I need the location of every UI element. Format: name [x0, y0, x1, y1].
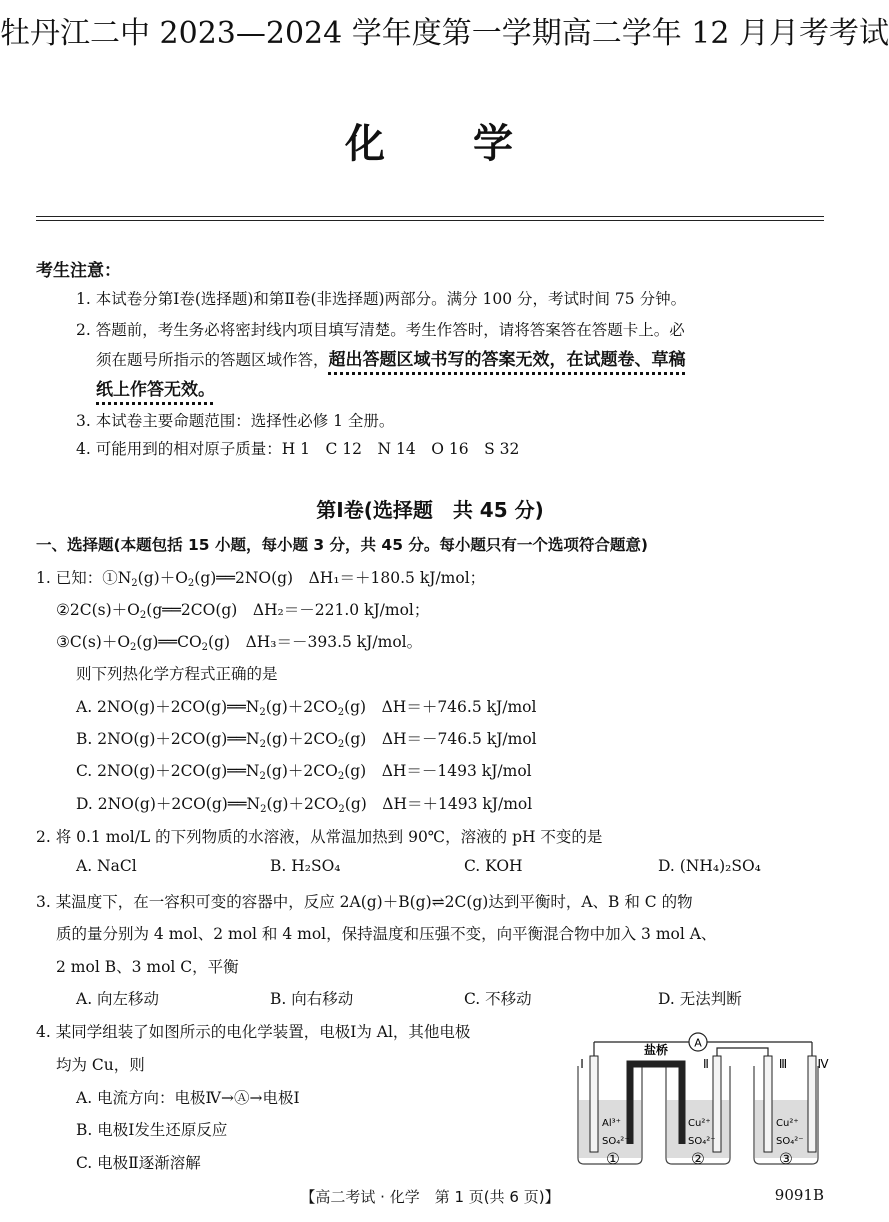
q1-option-b-label: B.: [76, 730, 93, 748]
notice-item-2b-plain: 须在题号所指示的答题区域作答，: [96, 351, 329, 369]
electrochem-apparatus-figure: [572, 1018, 829, 1170]
beaker-3-ion-1: Cu²⁺: [776, 1118, 799, 1129]
beaker-2-number: ②: [691, 1150, 705, 1168]
q1-option-c: C. $2NO(g)+2CO(g)══N_2(g)+2CO_2(g)$ ΔH＝－1493 kJ/mol: [76, 762, 532, 782]
q1-option-a-label: A.: [76, 698, 93, 716]
q3-option-a: A. 向左移动: [76, 990, 160, 1008]
electrode-1: [590, 1056, 598, 1152]
page-footer: 【高二考试 · 化学 第 1 页(共 6 页)】: [300, 1188, 560, 1206]
beaker-1-ion-1: Al³⁺: [602, 1118, 621, 1129]
q1-eq1-number: ①: [102, 569, 118, 587]
q1-dh2: ΔH₂＝－221.0 kJ/mol；: [252, 601, 430, 619]
ammeter-label: A: [694, 1036, 702, 1050]
q1-dh1: ΔH₁＝＋180.5 kJ/mol；: [308, 569, 486, 587]
beaker-3-number: ③: [779, 1150, 793, 1168]
q1-option-c-dh: ΔH＝－1493 kJ/mol: [381, 762, 532, 780]
subject-title: [0, 112, 860, 169]
q3-option-d: D. 无法判断: [658, 990, 742, 1008]
q4-option-c: C. 电极Ⅱ逐渐溶解: [76, 1154, 201, 1172]
beaker-3-ion-2: SO₄²⁻: [776, 1136, 804, 1147]
q3-stem-2: 质的量分别为 4 mol、2 mol 和 4 mol，保持温度和压强不变，向平衡混合物中加入 3 mol A、: [56, 925, 717, 943]
q1-option-d-dh: ΔH＝＋1493 kJ/mol: [382, 795, 533, 813]
beaker-2-ion-1: Cu²⁺: [688, 1118, 711, 1129]
electrode-1-label: Ⅰ: [580, 1057, 584, 1071]
subject-char-1: 化: [345, 120, 387, 167]
q1-eq1: 1. 已知：$①N_2(g)+O_2(g)══2NO(g)$ ΔH₁＝＋180.5 kJ/mol；: [36, 569, 486, 589]
part-heading: 一、选择题(本题包括 15 小题，每小题 3 分，共 45 分。每小题只有一个选项符合题意): [36, 536, 648, 554]
notice-item-3: 3. 本试卷主要命题范围：选择性必修 1 全册。: [76, 412, 395, 430]
q1-option-a-dh: ΔH＝＋746.5 kJ/mol: [381, 698, 537, 716]
q1-question: 则下列热化学方程式正确的是: [76, 665, 278, 683]
q2-option-d: D. (NH₄)₂SO₄: [658, 857, 761, 875]
q4-stem-1: 4. 某同学组装了如图所示的电化学装置，电极Ⅰ为 Al，其他电极: [36, 1023, 471, 1041]
beaker-1-number: ①: [606, 1150, 620, 1168]
notice-item-1: 1. 本试卷分第Ⅰ卷(选择题)和第Ⅱ卷(非选择题)两部分。满分 100 分，考试时间 75 分钟。: [76, 290, 687, 308]
q3-option-c: C. 不移动: [464, 990, 532, 1008]
q3-option-b: B. 向右移动: [270, 990, 354, 1008]
q1-option-a: A. $2NO(g)+2CO(g)══N_2(g)+2CO_2(g)$ ΔH＝＋746.5 kJ/mol: [76, 698, 537, 718]
exam-title: 牡丹江二中 2023—2024 学年度第一学期高二学年 12 月月考考试: [0, 16, 889, 51]
beaker-2-ion-2: SO₄²⁻: [688, 1136, 716, 1147]
q1-eq3: $③C(s)+O_2(g)══CO_2(g)$ ΔH₃＝－393.5 kJ/mol。: [56, 633, 423, 653]
q1-dh3: ΔH₃＝－393.5 kJ/mol。: [245, 633, 423, 651]
q1-stem-prefix: 1. 已知：: [36, 569, 103, 587]
header-rule-top: [36, 216, 824, 217]
q2-option-c: C. KOH: [464, 857, 523, 875]
salt-bridge-label: 盐桥: [643, 1043, 669, 1057]
q1-option-b: B. $2NO(g)+2CO(g)══N_2(g)+2CO_2(g)$ ΔH＝－746.5 kJ/mol: [76, 730, 537, 750]
electrode-2-label: Ⅱ: [703, 1057, 709, 1071]
section-heading: 第Ⅰ卷(选择题 共 45 分): [316, 498, 544, 522]
q1-option-b-dh: ΔH＝－746.5 kJ/mol: [381, 730, 537, 748]
q2-option-b: B. H₂SO₄: [270, 857, 341, 875]
notice-item-4: 4. 可能用到的相对原子质量：H 1 C 12 N 14 O 16 S 32: [76, 440, 520, 458]
notice-heading: 考生注意：: [36, 261, 121, 281]
header-rule-bottom: [36, 220, 824, 221]
subject-char-2: 学: [473, 120, 515, 167]
beaker-1-ion-2: SO₄²⁻: [602, 1136, 630, 1147]
q3-stem-3: 2 mol B、3 mol C，平衡: [56, 958, 239, 976]
notice-item-2b-emphasis: 超出答题区域书写的答案无效，在试题卷、草稿: [328, 350, 686, 370]
q4-option-b: B. 电极Ⅰ发生还原反应: [76, 1121, 228, 1139]
q3-stem-1: 3. 某温度下，在一容积可变的容器中，反应 2A(g)＋B(g)⇌2C(g)达到平衡时，A、B 和 C 的物: [36, 893, 693, 911]
q1-eq2-number: ②: [56, 601, 70, 619]
q1-option-c-label: C.: [76, 762, 93, 780]
notice-item-2c-emphasis: 纸上作答无效。: [96, 380, 215, 400]
q4-stem-2: 均为 Cu，则: [56, 1056, 145, 1074]
q1-option-d: D. $2NO(g)+2CO(g)══N_2(g)+2CO_2(g)$ ΔH＝＋1493 kJ/mol: [76, 795, 533, 815]
q2-stem: 2. 将 0.1 mol/L 的下列物质的水溶液，从常温加热到 90℃，溶液的 pH 不变的是: [36, 828, 603, 846]
q1-option-d-label: D.: [76, 795, 93, 813]
q2-option-a: A. NaCl: [76, 857, 137, 875]
electrode-4: [808, 1056, 816, 1152]
q1-eq3-number: ③: [56, 633, 70, 651]
electrode-3-label: Ⅲ: [778, 1057, 788, 1071]
electrode-3: [764, 1056, 772, 1152]
notice-item-2a: 2. 答题前，考生务必将密封线内项目填写清楚。考生作答时，请将答案答在答题卡上。必: [76, 321, 685, 339]
q1-eq2: $②2C(s)+O_2(g══2CO(g)$ ΔH₂＝－221.0 kJ/mol；: [56, 601, 430, 621]
q4-option-a: A. 电流方向：电极Ⅳ→Ⓐ→电极Ⅰ: [76, 1089, 300, 1107]
notice-item-2c: [96, 375, 215, 400]
electrode-4-label: Ⅳ: [817, 1057, 829, 1071]
paper-code: 9091B: [774, 1186, 824, 1204]
notice-item-2b: [96, 345, 686, 370]
